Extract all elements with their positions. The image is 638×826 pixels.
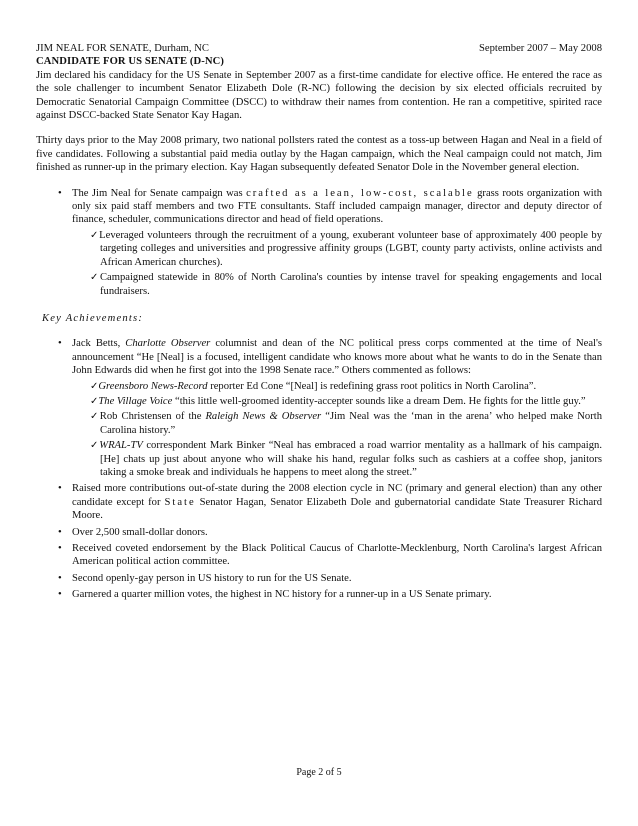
employer-location: JIM NEAL FOR SENATE, Durham, NC [36,43,209,54]
check-item: ✓Campaigned statewide in 80% of North Carolina's counties by intense travel for speaking engagements and local fundraisers. [90,272,602,297]
endorsement-item: • Received coveted endorsement by the Black Political Caucus of Charlotte-Mecklenburg, North Carolina's largest African American political action committee. [36,542,602,569]
fundraising-item: • Raised more contributions out-of-state during the 2008 election cycle in NC (primary and general election) than any other candidate except for State Senator Hagan, Senator Elizabeth Dole and gubernatorial candidate State Treasurer Richard Moore. [36,482,602,522]
votes-item: • Garnered a quarter million votes, the highest in NC history for a runner-up in a US Senate primary. [36,588,602,601]
check-item: ✓Leveraged volunteers through the recruitment of a young, exuberant volunteer base of approximately 400 people by targeting colleges and universities and progressive affinity groups (LGBT, county party activists, online activists and African American churches). [90,229,602,268]
donors-item: • Over 2,500 small-dollar donors. [36,526,602,539]
check-icon: ✓ [90,272,100,284]
check-icon: ✓ [90,229,100,241]
primary-paragraph: Thirty days prior to the May 2008 primary, two national pollsters rated the contest as a toss-up between Hagan and Neal in a field of five candidates. Following a substantial paid media outlay by the Hagan campaign, which the Neal campaign could not match, Jim finished as runner-up in the primary election. Kay Hagan subsequently defeated Senator Dole in the November general election. [36,135,602,174]
quote-item: ✓Greensboro News-Record reporter Ed Cone “[Neal] is redefining grass root politics in North Carolina”. [90,380,537,392]
page-number: Page 2 of 5 [296,767,342,778]
check-icon: ✓ [90,395,99,407]
key-achievements-label: Key Achievements: [42,312,144,324]
campaign-structure-item: • The Jim Neal for Senate campaign was crafted as a lean, low-cost, scalable grass roots organization with only six paid staff members and two FTE consultants. Staff included campaign manager, director and deputy director of finance, scheduler, communications director and head of field operations. ✓Leveraged volunteers through the recruitment of a young, exuberant volunteer base of approximately 400 people by targeting colleges and universities and progressive affinity groups (LGBT, county party activists, online activists and African American churches). ✓Campaigned statewide in 80% of North Carolina's counties by intense travel for speaking engagements and local fundraisers. [36,187,602,298]
date-range: September 2007 – May 2008 [479,43,602,54]
check-icon: ✓ [90,440,100,452]
position-title: CANDIDATE FOR US SENATE (D-NC) [36,56,225,68]
check-icon: ✓ [90,411,100,423]
betts-item: • Jack Betts, Charlotte Observer columnist and dean of the NC political press corps commented at the time of Neal's announcement “He [Neal] is a focused, intelligent candidate who knows more about what he wants to do in the Senate than John Edwards did when he first got into the 1998 Senate race.” Others commented as follows: ✓Greensboro News-Record reporter Ed Cone “[Neal] is redefining grass root politics in North Carolina”. ✓The Village Voice “this little well-groomed identity-accepter sounds like a dream Dem. He fights for the little guy.” ✓Rob Christensen of the Raleigh News & Observer “Jim Neal was the ‘man in the arena’ who helped make North Carolina history.” ✓WRAL-TV correspondent Mark Binker “Neal has embraced a road warrior mentality as a hallmark of his campaign. [He] chats up just about anyone who will shake his hand, regular folks such as cashiers at a coffee shop, janitors taking a smoke break and individuals he happens to meet along the street.” [36,337,602,479]
header-row [36,42,602,55]
quote-checks [72,380,602,480]
quote-item: ✓Rob Christensen of the Raleigh News & Observer “Jim Neal was the ‘man in the arena’ who helped make North Carolina history.” [90,411,602,436]
quote-item: ✓WRAL-TV correspondent Mark Binker “Neal has embraced a road warrior mentality as a hallmark of his campaign. [He] chats up just about anyone who will shake his hand, regular folks such as cashiers at a coffee shop, janitors taking a smoke break and individuals he happens to meet along the street.” [90,440,602,478]
resume-page [36,42,602,602]
campaign-bullets [36,187,602,298]
quote-item: ✓The Village Voice “this little well-groomed identity-accepter sounds like a dream Dem. He fights for the little guy.” [90,395,586,407]
check-icon: ✓ [90,380,99,392]
intro-paragraph: Jim declared his candidacy for the US Senate in September 2007 as a first-time candidate for elective office. He entered the race as the sole challenger to incumbent Senator Elizabeth Dole (R-NC) following the decision by six elected officials recruited by Democratic Senatorial Campaign Committee (DSCC) to withdraw their names from contention. He ran a competitive, spirited race against DSCC-backed State Senator Kay Hagan. [36,69,602,122]
history-item: • Second openly-gay person in US history to run for the US Senate. [36,572,602,585]
achievement-bullets [36,337,602,601]
campaign-checks [72,229,602,298]
